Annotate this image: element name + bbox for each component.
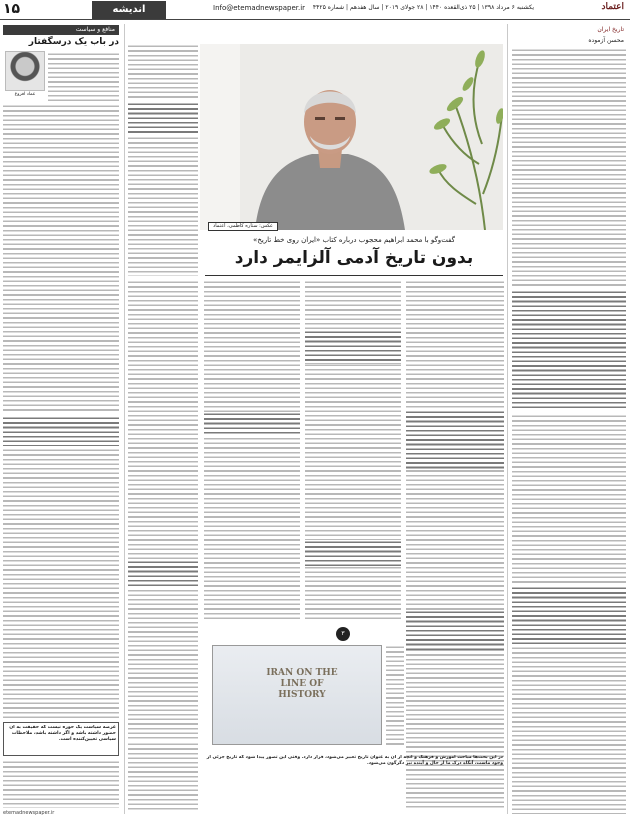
- author-name: عماد افروغ: [14, 92, 36, 97]
- article-body-highlight: [512, 586, 626, 644]
- article-body-highlight: [305, 540, 401, 566]
- article-body-highlight: [512, 290, 626, 410]
- portrait-illustration: [200, 44, 503, 230]
- author-photo: [5, 51, 45, 91]
- article-body-highlight: [406, 610, 504, 650]
- article-body-highlight: [406, 410, 504, 470]
- article-kicker: گفت‌وگو با محمد ابراهیم محجوب درباره کتاب «ایران روی خط تاریخ»: [253, 236, 455, 244]
- newspaper-logo: اعتماد: [601, 2, 624, 12]
- article-body-highlight: [3, 416, 119, 446]
- article-body: [128, 136, 198, 276]
- article-headline: بدون تاریخ آدمی آلزایمر دارد: [234, 248, 474, 268]
- article-body-highlight: [204, 412, 300, 436]
- article-body: [48, 52, 119, 104]
- page-number: ۱۵: [3, 1, 21, 17]
- figure-caption: در این بحث‌ها مباحث آموزش و فرهنگ و آنچه از آن به عنوان تاریخ تعبیر می‌شود، قرار دارد. وقتی این تصور پیدا شود که تاریخ جزئی از وجود ماست، آنگاه درک ما از حال و آینده نیز دگرگون می‌شود.: [206, 755, 503, 766]
- article-body: [512, 646, 626, 814]
- email-link[interactable]: Info@etemadnewspaper.ir: [213, 4, 306, 12]
- article-body: [3, 448, 119, 718]
- article-body: [3, 760, 119, 808]
- article-body: [3, 104, 119, 414]
- footer-website: etemadnewspaper.ir: [3, 810, 55, 816]
- column-title: در باب یک درسگفتار: [28, 37, 119, 47]
- book-cover-title: IRAN ON THE LINE OF HISTORY: [266, 668, 338, 700]
- article-body: [128, 280, 198, 740]
- column-kicker: منافع و سیاست: [3, 25, 119, 35]
- article-body: [204, 280, 300, 620]
- article-body: [128, 44, 198, 100]
- column-author: محسن آزموده: [588, 37, 624, 44]
- article-body-highlight: [305, 330, 401, 364]
- interview-photo: [200, 44, 503, 230]
- title-divider: [205, 275, 503, 276]
- article-body: [512, 414, 626, 584]
- article-body: [386, 645, 404, 745]
- figure-number: ۳: [336, 627, 350, 641]
- pull-quote: عرصه سیاست یک حوزه نیست که حقیقت به آن حضور داشته باشد و اگر داشته باشد، ملاحظات سیاسی تعیین‌کننده است.: [9, 725, 116, 742]
- article-body-highlight: [128, 560, 198, 588]
- article-body-highlight: [128, 102, 198, 134]
- article-body: [406, 280, 504, 810]
- article-body: [512, 48, 626, 288]
- section-tab: اندیشه: [92, 1, 166, 19]
- photo-credit: عکس: ستاره کاظمی، اعتماد: [208, 222, 278, 231]
- article-body: [128, 742, 198, 812]
- column-kicker: تاریخ ایران: [597, 26, 624, 33]
- dateline: یکشنبه ۶ مرداد ۱۳۹۸ | ۲۵ ذی‌القعده ۱۴۴۰ | ۲۸ جولای ۲۰۱۹ | سال هفدهم | شماره ۴۴۲۵: [312, 4, 534, 11]
